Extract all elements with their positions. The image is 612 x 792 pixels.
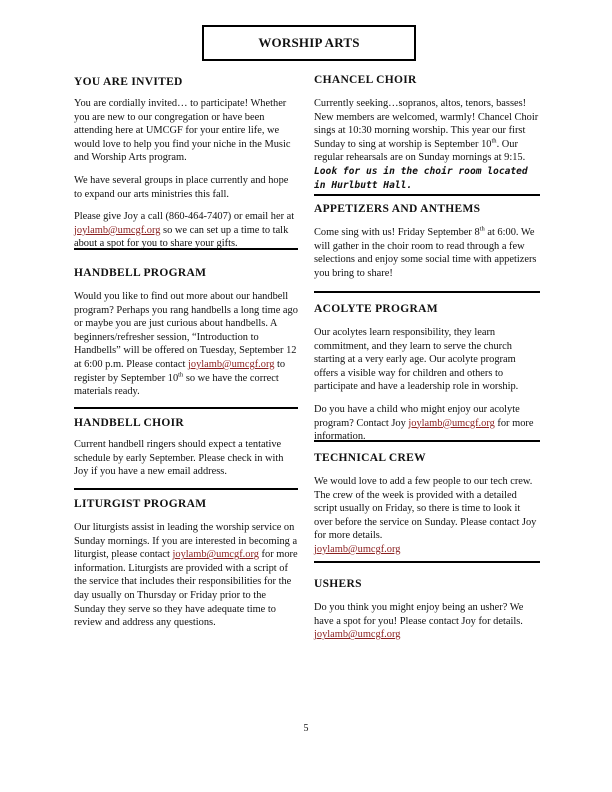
- section-heading: TECHNICAL CREW: [314, 452, 426, 464]
- section-handbell-choir: [74, 417, 298, 479]
- divider: [314, 440, 540, 442]
- section-ushers: [314, 578, 540, 642]
- section-chancel-choir: [314, 74, 540, 192]
- divider: [74, 248, 298, 250]
- section-heading: USHERS: [314, 578, 362, 590]
- handbell-program-paragraph: Would you like to find out more about our handbell program? Perhaps you rang handbells a long time ago or maybe you are just curious about handbells. A beginners/refresher session, “Introduction to Handbells” will be offered on Tuesday, September 12 at 6:00 p.m. Please contact joylamb@umcgf.org to register by September 10th so we have the correct materials ready.: [74, 291, 298, 398]
- technical-crew-paragraph: We would love to add a few people to our tech crew. The crew of the week is provided with a detailed script usually on Friday, so there is time to look it over before the service on Sunday. Please contact Joy for more details.: [314, 476, 537, 542]
- ushers-paragraph: Do you think you might enjoy being an usher? We have a spot for you! Please contact Joy for details.: [314, 602, 524, 627]
- technical-crew-email: [314, 543, 540, 557]
- acolyte-paragraph-2: Do you have a child who might enjoy our acolyte program? Contact Joy joylamb@umcgf.org for more information.: [314, 403, 534, 443]
- email-link[interactable]: joylamb@umcgf.org: [172, 549, 259, 561]
- section-heading: CHANCEL CHOIR: [314, 74, 417, 86]
- section-heading: LITURGIST PROGRAM: [74, 498, 207, 510]
- handbell-choir-paragraph: Current handbell ringers should expect a tentative schedule by early September. Please check in with Joy if you have a new email address.: [74, 439, 284, 478]
- section-technical-crew: [314, 452, 540, 557]
- ushers-email: [314, 628, 540, 642]
- section-you-are-invited: [74, 76, 298, 251]
- section-heading: APPETIZERS AND ANTHEMS: [314, 203, 481, 215]
- divider: [314, 291, 540, 293]
- section-appetizers-and-anthems: [314, 203, 540, 280]
- divider: [74, 488, 298, 490]
- invited-paragraph-1: You are cordially invited… to participate! Whether you are new to our congregation or have been attending here at UMCGF for your entire life, we would love to help you find your niche in the Music and Worship Arts program.: [74, 98, 291, 164]
- invited-paragraph-2: We have several groups in place currently and hope to expand our arts ministries this fall.: [74, 174, 289, 200]
- section-acolyte-program: [314, 303, 540, 444]
- page-title: WORSHIP ARTS: [202, 25, 416, 61]
- appetizers-paragraph: Come sing with us! Friday September 8th at 6:00. We will gather in the choir room to read through a few selections and enjoy some social time with appetizers you bring to share!: [314, 225, 537, 279]
- divider: [74, 407, 298, 409]
- acolyte-paragraph-1: Our acolytes learn responsibility, they learn commitment, and they learn to serve the church starting at a very early age. Our acolyte program offers a visible way for children and others to participate and have a leadership role in worship.: [314, 327, 519, 393]
- section-heading: HANDBELL PROGRAM: [74, 267, 207, 279]
- section-heading: YOU ARE INVITED: [74, 76, 183, 88]
- section-handbell-program: [74, 267, 298, 399]
- divider: [314, 194, 540, 196]
- email-link[interactable]: joylamb@umcgf.org: [74, 224, 161, 236]
- section-heading: HANDBELL CHOIR: [74, 417, 184, 429]
- invited-paragraph-3: Please give Joy a call (860-464-7407) or email her at joylamb@umcgf.org so we can set up a time to talk about a spot for you to share your gifts.: [74, 211, 295, 250]
- divider: [314, 561, 540, 563]
- email-link[interactable]: joylamb@umcgf.org: [408, 417, 495, 429]
- email-link[interactable]: joylamb@umcgf.org: [314, 629, 401, 641]
- page-number: 5: [303, 723, 309, 734]
- liturgist-paragraph: Our liturgists assist in leading the worship service on Sunday mornings. If you are interested in becoming a liturgist, please contact joylamb@umcgf.org for more information. Liturgists are provided with a script of the service that includes their responsibilities for the day usually on Thursday or Friday prior to the Sunday they serve so they have adequate time to review and address any questions.: [74, 522, 298, 629]
- email-link[interactable]: joylamb@umcgf.org: [314, 543, 401, 555]
- chancel-choir-paragraph: Currently seeking…sopranos, altos, tenors, basses! New members are welcomed, warmly! Chancel Choir sings at 10:30 morning worship. This year our first Sunday to sing at worship is September 10th. Our regular rehearsals are on Sunday mornings at 9:15. Look for us in the choir room located in Hurlbutt Hall.: [314, 98, 539, 191]
- section-heading: ACOLYTE PROGRAM: [314, 303, 438, 315]
- email-link[interactable]: joylamb@umcgf.org: [187, 358, 275, 370]
- section-liturgist-program: [74, 498, 298, 630]
